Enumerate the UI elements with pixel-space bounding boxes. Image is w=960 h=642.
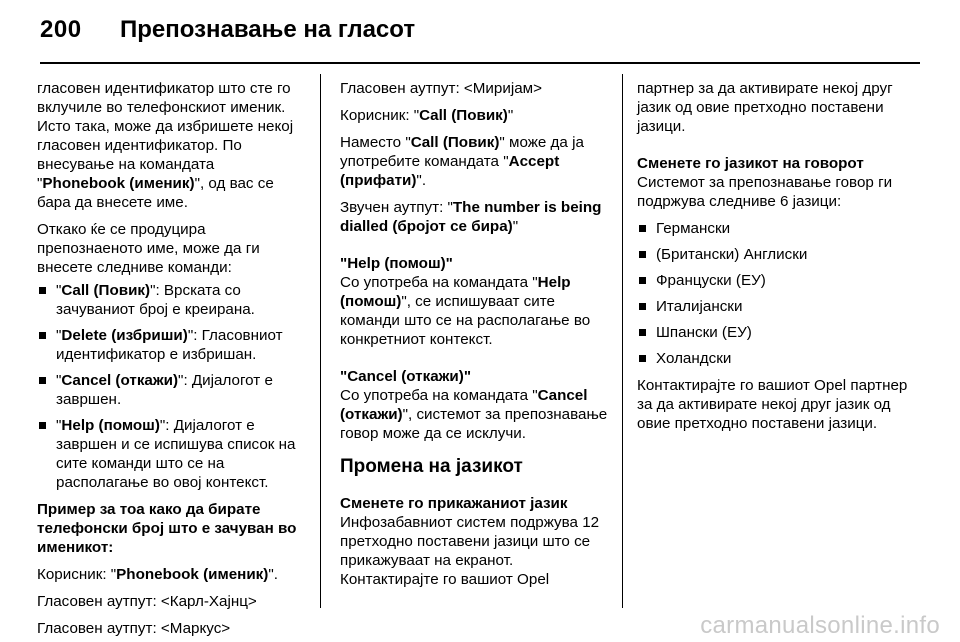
language-list — [637, 219, 909, 368]
page-title: Препознавање на гласот — [120, 16, 416, 43]
watermark: carmanualsonline.info — [700, 612, 940, 639]
command-list — [37, 281, 305, 492]
column-divider-1 — [320, 74, 321, 608]
list-item: "Help (помош)": Дијалогот е завршен и се испишува список на сите команди што се на располагање во овој контекст. — [37, 416, 305, 492]
paragraph-contact-partner: партнер за да активирате некој друг јазик од овие претходно поставени јазици. — [637, 80, 893, 135]
voice-output-line: Гласовен аутпут: <Маркус> — [37, 620, 231, 637]
paragraph-display-language: Инфозабавниот систем подржува 12 претходно поставени јазици што се прикажуваат на екранот. Контактирајте го вашиот Opel — [340, 514, 600, 588]
paragraph-voice-languages: Системот за препознавање говор ги подржува следниве 6 јазици: — [637, 174, 893, 210]
paragraph-cancel: Со употреба на командата "Cancel (откажи)", системот за препознавање говор може да се исклучи. — [340, 387, 608, 442]
section-heading: Промена на јазикот — [340, 456, 523, 477]
paragraph-contact-partner-2: Контактирајте го вашиот Opel партнер за да активирате некој друг јазик од овие претходно поставени јазици. — [637, 377, 908, 432]
page-number: 200 — [40, 16, 82, 43]
list-item: "Call (Повик)": Врската со зачуваниот број е креирана. — [37, 281, 305, 319]
list-item: Холандски — [637, 349, 909, 368]
paragraph-commands-intro: Откако ќе се продуцира препознаеното име, може да ги внесете следниве команди: — [37, 221, 260, 276]
paragraph-help: Со употреба на командата "Help (помош)", се испишуваат сите команди што се на располагање во конкретниот контекст. — [340, 274, 591, 348]
column-2 — [340, 79, 608, 597]
list-item: Француски (ЕУ) — [637, 271, 909, 290]
subsection-heading: Сменете го јазикот на говорот — [637, 155, 864, 172]
user-command-line: Корисник: "Phonebook (именик)". — [37, 566, 278, 583]
example-heading: Пример за тоа како да бирате телефонски број што е зачуван во именикот: — [37, 501, 297, 556]
list-item: Шпански (ЕУ) — [637, 323, 909, 342]
help-heading: "Help (помош)" — [340, 255, 453, 272]
list-item: (Британски) Англиски — [637, 245, 909, 264]
list-item: "Cancel (откажи)": Дијалогот е завршен. — [37, 371, 305, 409]
column-divider-2 — [622, 74, 623, 608]
voice-output-line: Гласовен аутпут: <Карл-Хајнц> — [37, 593, 257, 610]
list-item: Германски — [637, 219, 909, 238]
voice-output-line: Гласовен аутпут: <Миријам> — [340, 80, 542, 97]
column-3 — [637, 79, 909, 441]
column-1 — [37, 79, 305, 642]
cancel-heading: "Cancel (откажи)" — [340, 368, 472, 385]
paragraph-alternative-command: Наместо "Call (Повик)" може да ја употребите командата "Accept (прифати)". — [340, 134, 584, 189]
list-item: "Delete (избриши)": Гласовниот идентификатор е избришан. — [37, 326, 305, 364]
sound-output-line: Звучен аутпут: "The number is being dialled (бројот се бира)" — [340, 199, 602, 235]
page-header — [40, 16, 415, 44]
subsection-heading: Сменете го прикажаниот јазик — [340, 495, 568, 512]
paragraph-voice-tag: гласовен идентификатор што сте го вклучиле во телефонскиот именик. Исто така, може да избришете некој гласовен идентификатор. По внесување на командата "Phonebook (именик)", од вас се бара да внесете име. — [37, 80, 294, 211]
header-divider — [40, 62, 920, 64]
list-item: Италијански — [637, 297, 909, 316]
user-command-line: Корисник: "Call (Повик)" — [340, 107, 514, 124]
